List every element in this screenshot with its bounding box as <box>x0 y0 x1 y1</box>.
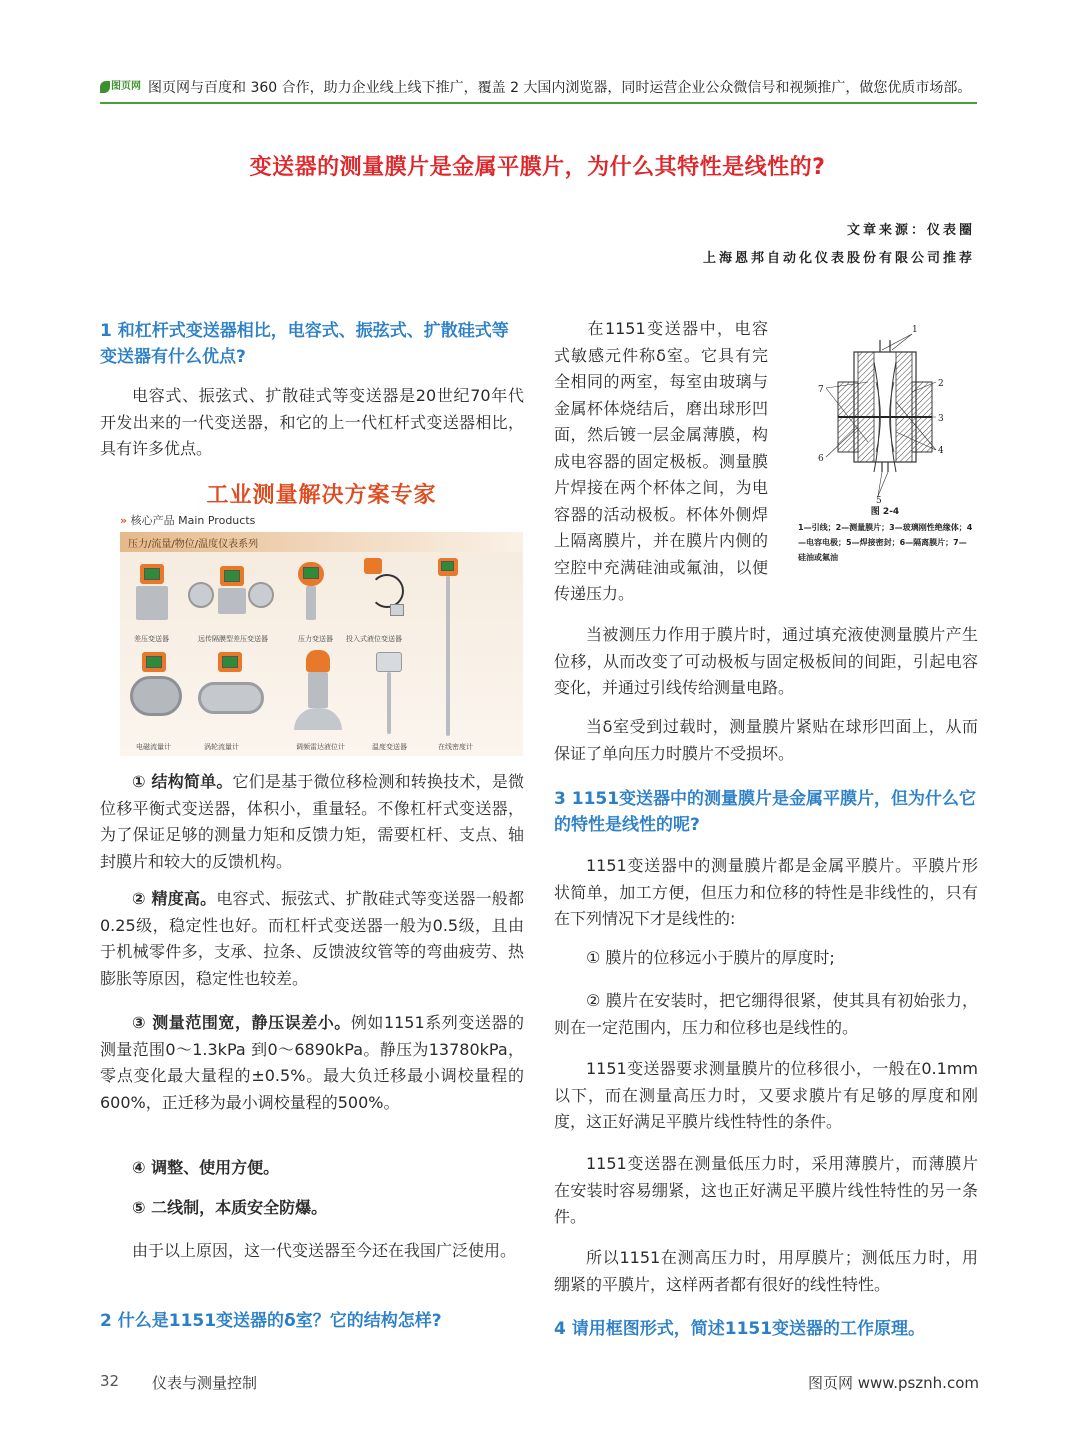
advantage-1-title: ① 结构简单。 <box>132 772 233 791</box>
section-heading-2: 2 什么是1151变送器的δ室？它的结构怎样? <box>100 1311 442 1331</box>
product-caption: 差压变送器 <box>134 635 169 643</box>
header-text: 图页网与百度和 360 合作，助力企业线上线下推广，覆盖 2 大国内浏览器，同时运营企业公众微信号和视频推广，做您优质市场部。 <box>148 80 972 96</box>
advantage-1 <box>100 769 524 875</box>
article-title: 变送器的测量膜片是金属平膜片，为什么其特性是线性的? <box>249 155 826 180</box>
advantage-4: ④ 调整、使用方便。 <box>132 1158 280 1177</box>
product-submersible-level <box>360 558 412 628</box>
page-header <box>100 72 977 104</box>
section-heading-3: 3 1151变送器中的测量膜片是金属平膜片，但为什么它的特性是线性的呢? <box>554 789 977 835</box>
core-products-label <box>120 512 255 528</box>
product-remote-diaphragm <box>188 566 274 622</box>
product-caption: 温度变送器 <box>372 743 407 751</box>
advantage-2 <box>100 886 524 992</box>
product-caption: 在线密度计 <box>438 743 473 751</box>
advantage-2-text: 电容式、振弦式、扩散硅式等变送器一般都0.25级，稳定性也好。而杠杆式变送器一般为0.5级，且由于机械零件多，支承、拉条、反馈波纹管等的弯曲疲劳、热膨胀等原因，稳定性也较差。 <box>100 889 524 988</box>
product-diff-pressure <box>132 564 172 624</box>
product-caption: 电磁流量计 <box>136 743 171 751</box>
core-products-cn: 核心产品 <box>130 514 175 527</box>
advantage-3 <box>100 1010 524 1116</box>
core-products-en: Main Products <box>178 514 256 527</box>
conclusion-paragraph: 由于以上原因，这一代变送器至今还在我国广泛使用。 <box>132 1241 517 1260</box>
series-bar <box>120 532 523 552</box>
product-caption: 调频雷达液位计 <box>296 743 345 751</box>
advantage-1-text: 它们是基于微位移检测和转换技术，是微位移平衡式变送器，体积小，重量轻。不像杠杆式变送器，为了保证足够的测量力矩和反馈力矩，需要杠杆、支点、轴封膜片和较大的反馈机构。 <box>100 772 524 871</box>
product-pressure <box>296 562 326 624</box>
product-caption: 投入式液位变送器 <box>346 635 402 643</box>
figure-label-7: 7 <box>818 385 824 395</box>
overload-paragraph: 当δ室受到过载时，测量膜片紧贴在球形凹面上，从而保证了单向压力时膜片不受损坏。 <box>554 717 978 763</box>
header-divider <box>100 102 977 104</box>
high-pressure-paragraph: 1151变送器要求测量膜片的位移很小，一般在0.1mm以下，而在测量高压力时，又要求膜片有足够的厚度和刚度，这正好满足平膜片线性特性的条件。 <box>554 1059 978 1131</box>
product-electromagnetic-flow <box>130 652 182 722</box>
delta-chamber-text: 在1151变送器中，电容式敏感元件称δ室。它具有完全相同的两室，每室由玻璃与金属杯体烧结后，磨出球形凹面，然后镀一层金属薄膜，构成电容器的固定极板。测量膜片焊接在两个杯体之间，为电容器的活动极板。杯体外侧焊上隔离膜片，并在膜片内侧的空腔中充满硅油或氟油，以便传递压力。 <box>554 319 768 603</box>
site-logo <box>100 79 144 95</box>
series-text: 压力/流量/物位/温度仪表系列 <box>128 539 259 550</box>
magazine-name: 仪表与测量控制 <box>152 1374 258 1392</box>
product-caption: 涡轮流量计 <box>204 743 239 751</box>
figure-legend: 1—引线；2—测量膜片；3—玻璃刚性绝缘体；4—电容电极；5—焊接密封；6—隔离膜片；7—硅油或氟油 <box>798 523 973 562</box>
pressure-paragraph: 当被测压力作用于膜片时，通过填充液使测量膜片产生位移，从而改变了可动极板与固定极板间的间距，引起电容变化，并通过引线传给测量电路。 <box>554 625 978 697</box>
product-caption: 压力变送器 <box>298 635 333 643</box>
low-pressure-paragraph: 1151变送器在测量低压力时，采用薄膜片，而薄膜片在安装时容易绷紧，这也正好满足平膜片线性特性的另一条件。 <box>554 1154 978 1226</box>
product-density-meter <box>438 558 462 740</box>
intro-paragraph: 电容式、振弦式、扩散硅式等变送器是20世纪70年代开发出来的一代变送器，和它的上一代杠杆式变送器相比，具有许多优点。 <box>100 386 524 458</box>
figure-label-3: 3 <box>938 414 944 424</box>
product-radar-level <box>288 650 348 738</box>
double-chevron-icon: » <box>120 514 128 527</box>
leaf-icon <box>100 81 110 93</box>
advantage-2-title: ② 精度高。 <box>132 889 217 908</box>
product-temperature <box>372 652 412 738</box>
page-number: 32 <box>100 1372 120 1390</box>
advantage-3-title: ③ 测量范围宽，静压误差小。 <box>132 1013 351 1032</box>
summary-paragraph: 所以1151在测高压力时，用厚膜片；测低压力时，用绷紧的平膜片，这样两者都有很好的线性特性。 <box>554 1248 978 1294</box>
advantage-5: ⑤ 二线制，本质安全防爆。 <box>132 1198 328 1217</box>
advert-title: 工业测量解决方案专家 <box>206 483 437 508</box>
logo-text: 图页网 <box>111 81 141 92</box>
figure-label-4: 4 <box>938 446 944 456</box>
advantage-3-text: 例如1151系列变送器的测量范围0～1.3kPa 到0～6890kPa。静压为13780kPa，零点变化最大量程的±0.5%。最大负迁移最小调校量程的600%，正迁移为最小调校量程的500%。 <box>100 1013 524 1112</box>
figure-label-5: 5 <box>876 496 882 504</box>
figure-label-2: 2 <box>938 379 944 389</box>
footer-site-link[interactable]: 图页网 www.psznh.com <box>808 1374 979 1392</box>
product-grid <box>120 552 523 756</box>
product-caption: 远传隔膜型差压变送器 <box>198 635 268 643</box>
figure-label-1: 1 <box>912 325 918 335</box>
product-turbine-flow <box>198 652 264 722</box>
figure-delta-chamber <box>796 322 974 570</box>
section-heading-4: 4 请用框图形式，简述1151变送器的工作原理。 <box>554 1319 926 1339</box>
flat-diaphragm-paragraph: 1151变送器中的测量膜片都是金属平膜片。平膜片形状简单，加工方便，但压力和位移的特性是非线性的，只有在下列情况下才是线性的: <box>554 856 978 928</box>
condition-1: ① 膜片的位移远小于膜片的厚度时; <box>586 948 835 967</box>
condition-2: ② 膜片在安装时，把它绷得很紧，使其具有初始张力，则在一定范围内，压力和位移也是线性的。 <box>554 991 978 1037</box>
article-recommender: 上海恩邦自动化仪表股份有限公司推荐 <box>702 251 975 266</box>
product-advert-image <box>120 474 523 756</box>
delta-chamber-diagram <box>796 322 974 504</box>
article-source: 文章来源：仪表圈 <box>846 223 975 238</box>
figure-label-6: 6 <box>818 454 824 464</box>
figure-caption: 图 2-4 <box>870 507 900 517</box>
section-heading-1: 1 和杠杆式变送器相比，电容式、振弦式、扩散硅式等变送器有什么优点? <box>100 321 509 367</box>
